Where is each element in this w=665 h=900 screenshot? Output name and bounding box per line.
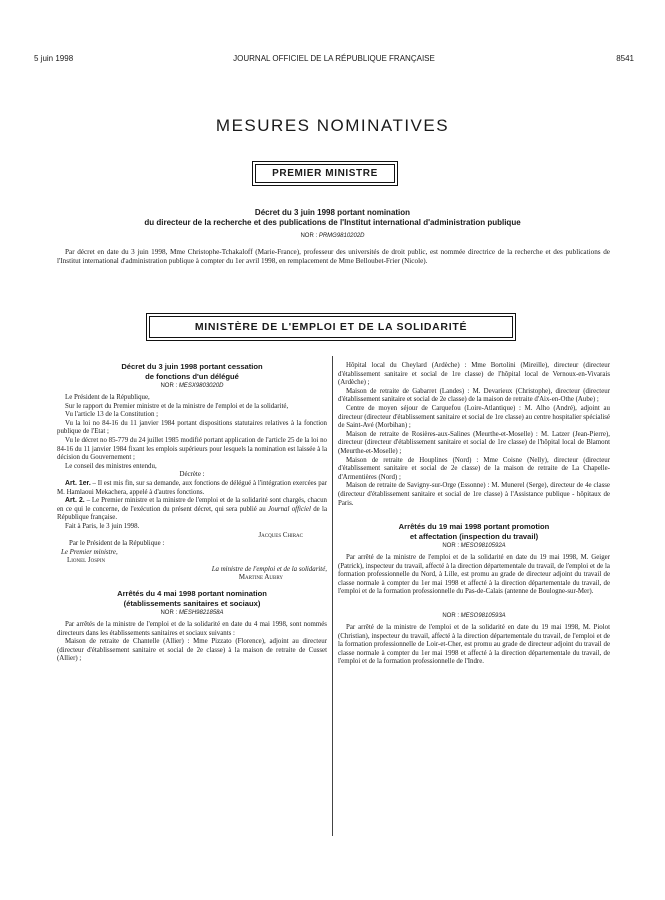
paragraph: Le conseil des ministres entendu, xyxy=(65,462,157,470)
decree-cessation-title xyxy=(57,362,327,381)
arretes-nomination-title-line1: Arrêtés du 4 mai 1998 portant nomination xyxy=(117,589,267,599)
decree-cessation-nor-label: NOR : xyxy=(160,383,178,389)
arrete-piolot-nor xyxy=(338,613,610,619)
paragraph: Vu l'article 13 de la Constitution ; xyxy=(65,411,159,419)
column-divider xyxy=(332,356,333,836)
decree-cessation-body xyxy=(57,394,327,583)
right-column xyxy=(338,362,610,667)
arrete-piolot-nor-label: NOR : xyxy=(442,613,459,620)
page-header xyxy=(34,54,634,68)
ministere-box xyxy=(146,313,516,341)
paragraph: Maison de retraite de Chantelle (Allier) : Mme Pizzato (Florence), adjoint au directeur (directeur d'établissement sanitaire et social de 2e classe) à la maison de retraite de Cusset (Allier) ; xyxy=(57,638,327,663)
arretes-nomination-body xyxy=(57,621,327,664)
list-item: Centre de moyen séjour de Carquefou (Loire-Atlantique) : M. Alho (André), adjoint au directeur (directeur d'établissement sanitaire et social de 1re classe) au centre hospitalier spécialisé de Saint-Avé (Morbihan) ; xyxy=(338,404,610,430)
article-2-label: Art. 2. xyxy=(65,497,85,505)
article-1-text: – Il est mis fin, sur sa demande, aux fonctions de délégué à l'intégration exercées par M. Hamlaoui Mekachera, appelé à d'autres fonctions. xyxy=(57,479,327,496)
arrete-geiger-nor-code: MESO9810592A xyxy=(460,543,506,550)
arretes-nomination-nor-label: NOR : xyxy=(160,610,178,617)
premier-ministre-name: Lionel Jospin xyxy=(67,557,106,565)
left-column xyxy=(57,362,327,664)
header-page-number: 8541 xyxy=(616,54,634,63)
arrete-piolot-nor-code: MESO9810593A xyxy=(460,613,506,620)
arretes-nomination-title-line2: (établissements sanitaires et sociaux) xyxy=(123,598,261,608)
decrete-label: Décrète : xyxy=(179,471,205,479)
decree-cessation-title-line2: de fonctions d'un délégué xyxy=(145,371,239,381)
arretes-nomination-nor-code: MESH9821858A xyxy=(178,610,224,617)
list-item: Maison de retraite de Gabarret (Landes) : M. Devarieux (Christophe), directeur (directeur d'établissement sanitaire et social de 2e classe) de la maison de retraite d'Aix-en-Othe (Aube) ; xyxy=(338,387,610,404)
premier-ministre-label: PREMIER MINISTRE xyxy=(255,164,395,183)
list-item: Maison de retraite de Houplines (Nord) : Mme Coisne (Nelly), directeur (directeur d'établissement sanitaire et social de 2e classe) de la maison de retraite de La Chapelle-d'Armentières (Nord) ; xyxy=(338,456,610,481)
arretes-nomination-title xyxy=(57,589,327,608)
arrete-geiger-body xyxy=(338,554,610,597)
paragraph: Par arrêté de la ministre de l'emploi et de la solidarité en date du 19 mai 1998, M. Geiger (Patrick), inspecteur du travail, affecté à la direction départementale du travail, de l'emploi et de la formation professionnelle du Nord, à Lille, est promu au grade de directeur adjoint du travail de classe normale à compter du 1er mai 1998 et affecté à la direction départementale du travail, de l'emploi et de la formation professionnelle du Pas-de-Calais (antenne de Boulogne-sur-Mer). xyxy=(338,554,610,596)
article-2-text: – Le Premier ministre et la ministre de l'emploi et de la solidarité sont chargés, chacun en ce qui le concerne, de l'exécution du présent décret, qui sera publié au xyxy=(57,497,328,513)
pm-nor-code: PRMG9810202D xyxy=(318,233,365,239)
pm-decree-body xyxy=(57,248,610,266)
signature-place-date: Fait à Paris, le 3 juin 1998. xyxy=(65,522,140,530)
paragraph: Par arrêté de la ministre de l'emploi et de la solidarité en date du 19 mai 1998, M. Piolot (Christian), inspecteur du travail, affecté à la direction départementale du travail, de l'emploi et de la formation professionnelle de Loir-et-Cher, est promu au grade de directeur adjoint du travail de classe normale à compter du 1er mai 1998 et affecté à la direction départementale du travail, de l'emploi et de la formation professionnelle de l'Indre. xyxy=(338,624,610,666)
paragraph: Vu le décret no 85-779 du 24 juillet 1985 modifié portant application de l'article 25 de la loi no 84-16 du 11 janvier 1984 fixant les emplois supérieurs pour lesquels la nomination est laissée à la décision du Gouvernement ; xyxy=(57,436,327,462)
pm-nor-label: NOR : xyxy=(300,233,318,239)
arretes-promotion-title-line1: Arrêtés du 19 mai 1998 portant promotion xyxy=(398,522,550,532)
paragraph: Vu la loi no 84-16 du 11 janvier 1984 portant dispositions statutaires relatives à la fonction publique de l'Etat ; xyxy=(57,419,327,436)
par-le-president: Par le Président de la République : xyxy=(69,540,165,548)
paragraph: Sur le rapport du Premier ministre et de la ministre de l'emploi et de la solidarité, xyxy=(65,402,289,410)
journal-officiel-ref: Journal officiel xyxy=(267,505,311,513)
ministere-label: MINISTÈRE DE L'EMPLOI ET DE LA SOLIDARITÉ xyxy=(149,316,513,338)
decree-cessation-nor xyxy=(57,383,327,389)
main-title: MESURES NOMINATIVES xyxy=(215,116,450,135)
decree-cessation-title-line1: Décret du 3 juin 1998 portant cessation xyxy=(121,362,263,371)
article-1-label: Art. 1er. xyxy=(65,479,91,487)
arretes-nomination-nor xyxy=(57,610,327,616)
arretes-promotion-title xyxy=(338,522,610,541)
arrete-geiger-nor-label: NOR : xyxy=(442,543,459,550)
pm-decree-text: Par décret en date du 3 juin 1998, Mme Christophe-Tchakaloff (Marie-France), professeur des universités de droit public, est nommée directrice de la recherche et des publications de l'Institut international d'administration publique à compter du 1er avril 1998, en remplacement de Mme Belloubet-Frier (Nicole). xyxy=(57,248,610,266)
pm-decree-title xyxy=(60,208,605,228)
premier-ministre-title: Le Premier ministre, xyxy=(61,548,118,556)
list-item: Maison de retraite de Rosières-aux-Salines (Meurthe-et-Moselle) : M. Latzer (Jean-Pierre), directeur (directeur d'établissement sanitaire et social de 1re classe) de l'hôpital local de Blamont (Meurthe-et-Moselle) ; xyxy=(338,430,610,455)
signature-president: Jacques Chirac xyxy=(258,531,303,539)
header-date: 5 juin 1998 xyxy=(34,54,74,63)
pm-decree-title-line2: du directeur de la recherche et des publications de l'Institut international d'administration publique xyxy=(144,218,521,227)
decree-cessation-nor-code: MESX9803020D xyxy=(178,383,224,389)
ministre-title: La ministre de l'emploi et de la solidarité, xyxy=(211,565,327,573)
article-2-end: de la République française. xyxy=(57,505,328,522)
article-2 xyxy=(57,497,327,523)
article-1 xyxy=(57,480,327,497)
paragraph: Le Président de la République, xyxy=(65,394,150,401)
arretes-promotion-title-line2: et affectation (inspection du travail) xyxy=(409,531,539,541)
pm-nor xyxy=(60,233,605,239)
header-journal-title: JOURNAL OFFICIEL DE LA RÉPUBLIQUE FRANÇAISE xyxy=(233,54,435,63)
arrete-piolot-body xyxy=(338,624,610,667)
paragraph: Par arrêtés de la ministre de l'emploi et de la solidarité en date du 4 mai 1998, sont nommés directeurs dans les établissements sanitaires et sociaux suivants : xyxy=(57,621,327,637)
ministre-name: Martine Aubry xyxy=(238,574,283,582)
list-item: Hôpital local du Cheylard (Ardèche) : Mme Bortolini (Mireille), directeur (directeur d'établissement sanitaire et social de 1re classe) de l'hôpital local de Vernoux-en-Vivarais (Ardèche) ; xyxy=(338,362,610,387)
pm-decree-title-line1: Décret du 3 juin 1998 portant nomination xyxy=(254,208,411,217)
arrete-geiger-nor xyxy=(338,543,610,549)
list-item: Maison de retraite de Savigny-sur-Orge (Essonne) : M. Munerel (Serge), directeur de 4e classe (directeur d'établissement sanitaire et social de 1re classe) à l'Assistance publique - hôpitaux de Paris. xyxy=(338,482,610,507)
nominations-list xyxy=(338,362,610,508)
premier-ministre-box xyxy=(252,161,398,186)
